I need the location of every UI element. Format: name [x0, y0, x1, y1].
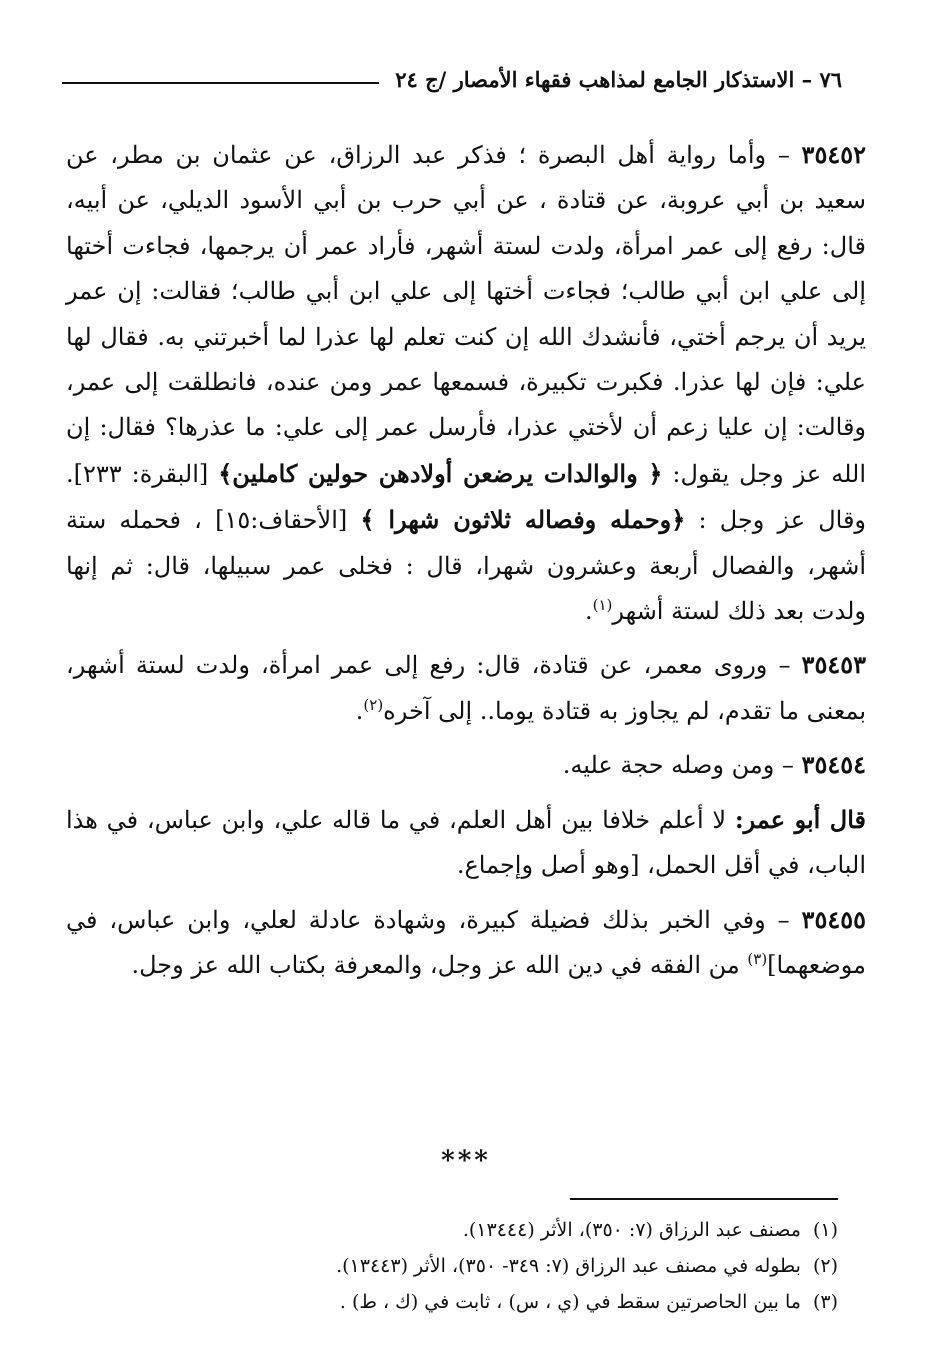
header-rule [62, 82, 379, 84]
paragraph-text: لا أعلم خلافا بين أهل العلم، في ما قاله علي، وابن عباس، في هذا الباب، في أقل الحمل، [وهو أصل وإجماع. [66, 805, 866, 880]
paragraph-text: – وفي الخبر بذلك فضيلة كبيرة، وشهادة عادلة لعلي، وابن عباس، في موضعهما] [66, 905, 866, 979]
section-separator: *** [441, 1146, 491, 1176]
paragraph-number: ٣٥٤٥٣ [801, 650, 866, 680]
page-header [62, 60, 842, 100]
footnote-mark: (٣) [812, 1291, 838, 1313]
footnote-text: ما بين الحاصرتين سقط في (ي ، س) ، ثابت في (ك ، ط) . [339, 1291, 801, 1313]
footnote-item [66, 1212, 838, 1248]
paragraph-text: [الأحقاف:١٥] ، فحمله ستة أشهر، والفصال أربعة وعشرون شهرا، قال : فخلى عمر سبيلها، قال: ثم إنها ولدت بعد ذلك لستة أشهر [66, 506, 866, 626]
footnote-mark: (٢) [812, 1255, 838, 1277]
paragraph-number: ٣٥٤٥٥ [801, 904, 866, 934]
quran-verse: ﴿وحمله وفصاله ثلاثون شهرا ﴾ [360, 505, 686, 535]
paragraph-35455 [66, 897, 866, 989]
paragraph-number: ٣٥٤٥٤ [801, 750, 866, 780]
footnote-item [66, 1248, 838, 1284]
paragraph-end: . [355, 696, 364, 725]
paragraph-end: . [584, 597, 593, 626]
paragraph-text: – وأما رواية أهل البصرة ؛ فذكر عبد الرزاق، عن عثمان بن مطر، عن سعيد بن أبي عروبة، عن قتادة ، عن أبي حرب بن أبي الأسود الديلي، عن أبيه، قال: رفع إلى عمر امرأة، ولدت لستة أشهر، فأراد عمر أن يرجمها، فجاءت أختها إلى علي ابن أبي طالب؛ فجاءت أختها إلى علي ابن أبي طالب؛ فقالت: إن عمر يريد أن يرجم أختي، فأنشدك الله إن كنت تعلم لها عذرا لما أخبرتني به. فقال لها علي: فإن لها عذرا. فكبرت تكبيرة، فسمعها عمر ومن عنده، فانطلقت إلى عمر، وقالت: إن عليا زعم أن لأختي عذرا، فأرسل عمر إلى علي: ما عذرها؟ فقال: إن الله عز وجل يقول: [66, 141, 867, 488]
paragraph-35453 [66, 642, 866, 734]
paragraph-text: [البقرة: ٢٣٣]. وقال عز وجل : [66, 459, 867, 535]
footnote-item [66, 1284, 838, 1320]
paragraph-number: ٣٥٤٥٢ [801, 140, 866, 169]
paragraph-text: – ومن وصله حجة عليه. [562, 751, 802, 780]
paragraph-35452 [66, 132, 866, 634]
footnote-reference[interactable]: (١) [592, 596, 613, 615]
footnote-mark: (١) [812, 1219, 838, 1241]
footnote-reference[interactable]: (٢) [363, 695, 384, 714]
quran-verse: ﴿ والوالدات يرضعن أولادهن حولين كاملين﴾ [218, 458, 663, 488]
main-text [66, 132, 866, 994]
running-title: ٧٦ – الاستذكار الجامع لمذاهب فقهاء الأمصار /ج ٢٤ [395, 67, 842, 92]
paragraph-text: من الفقه في دين الله عز وجل، والمعرفة بكتاب الله عز وجل. [131, 950, 748, 979]
footnote-text: بطوله في مصنف عبد الرزاق (٧: ٣٤٩- ٣٥٠)، الأثر (١٣٤٤٣). [336, 1255, 801, 1277]
footnote-rule [570, 1198, 838, 1200]
footnotes [66, 1212, 838, 1320]
speaker-lead: قال أبو عمر: [734, 804, 866, 834]
footnote-text: مصنف عبد الرزاق (٧: ٣٥٠)، الأثر (١٣٤٤٤). [462, 1219, 801, 1241]
paragraph-abu-umar [66, 797, 866, 889]
footnote-reference[interactable]: (٣) [747, 949, 768, 968]
paragraph-35454 [66, 742, 866, 788]
paragraph-text: – وروى معمر، عن قتادة، قال: رفع إلى عمر امرأة، ولدت لستة أشهر، بمعنى ما تقدم، لم يجاوز به قتادة يوما.. إلى آخره [66, 651, 866, 725]
